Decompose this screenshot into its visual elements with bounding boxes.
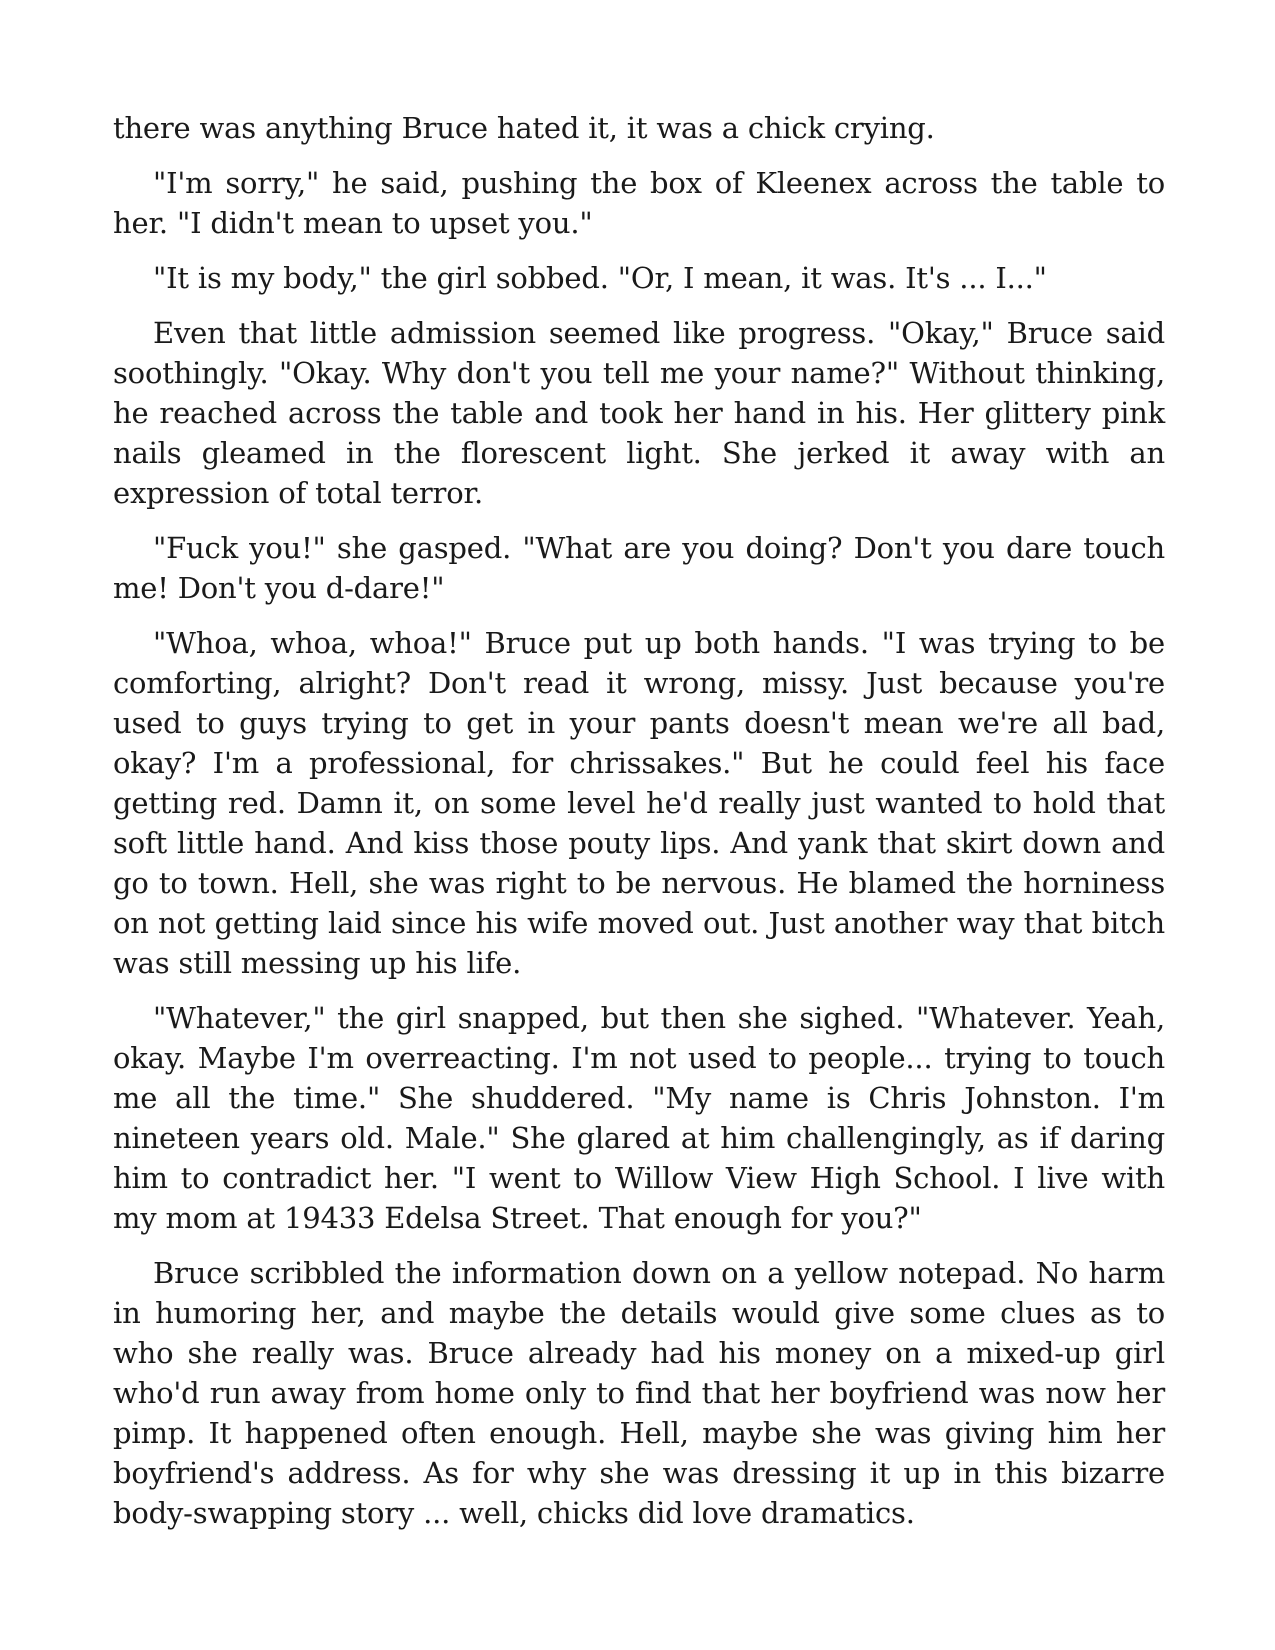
document-page (113, 108, 1165, 1548)
paragraph-2: "I'm sorry," he said, pushing the box of Kleenex across the table to her. "I didn't mean to upset you." (113, 166, 1165, 240)
paragraph-7: "Whatever," the girl snapped, but then she sighed. "Whatever. Yeah, okay. Maybe I'm overreacting. I'm not used to people... trying to touch me all the time." She shuddered. "My name is Chris Johnston. I'm nineteen years old. Male." She glared at him challengingly, as if daring him to contradict her. "I went to Willow View High School. I live with my mom at 19433 Edelsa Street. That enough for you?" (113, 1001, 1165, 1235)
paragraph-3: "It is my body," the girl sobbed. "Or, I mean, it was. It's ... I..." (153, 261, 1047, 295)
paragraph-5: "Fuck you!" she gasped. "What are you doing? Don't you dare touch me! Don't you d-dare!" (113, 531, 1165, 605)
paragraph-1: there was anything Bruce hated it, it was a chick crying. (113, 111, 935, 145)
paragraph-4: Even that little admission seemed like progress. "Okay," Bruce said soothingly. "Okay. Why don't you tell me your name?" Without thinking, he reached across the table and took her hand in his. Her glittery pink nails gleamed in the florescent light. She jerked it away with an expression of total terror. (113, 316, 1165, 510)
paragraph-6: "Whoa, whoa, whoa!" Bruce put up both hands. "I was trying to be comforting, alright? Don't read it wrong, missy. Just because you're used to guys trying to get in your pants doesn't mean we're all bad, okay? I'm a professional, for chrissakes." But he could feel his face getting red. Damn it, on some level he'd really just wanted to hold that soft little hand. And kiss those pouty lips. And yank that skirt down and go to town. Hell, she was right to be nervous. He blamed the horniness on not getting laid since his wife moved out. Just another way that bitch was still messing up his life. (113, 626, 1165, 980)
paragraph-8: Bruce scribbled the information down on a yellow notepad. No harm in humoring her, and maybe the details would give some clues as to who she really was. Bruce already had his money on a mixed-up girl who'd run away from home only to find that her boyfriend was now her pimp. It happened often enough. Hell, maybe she was giving him her boyfriend's address. As for why she was dressing it up in this bizarre body-swapping story ... well, chicks did love dramatics. (113, 1256, 1165, 1530)
